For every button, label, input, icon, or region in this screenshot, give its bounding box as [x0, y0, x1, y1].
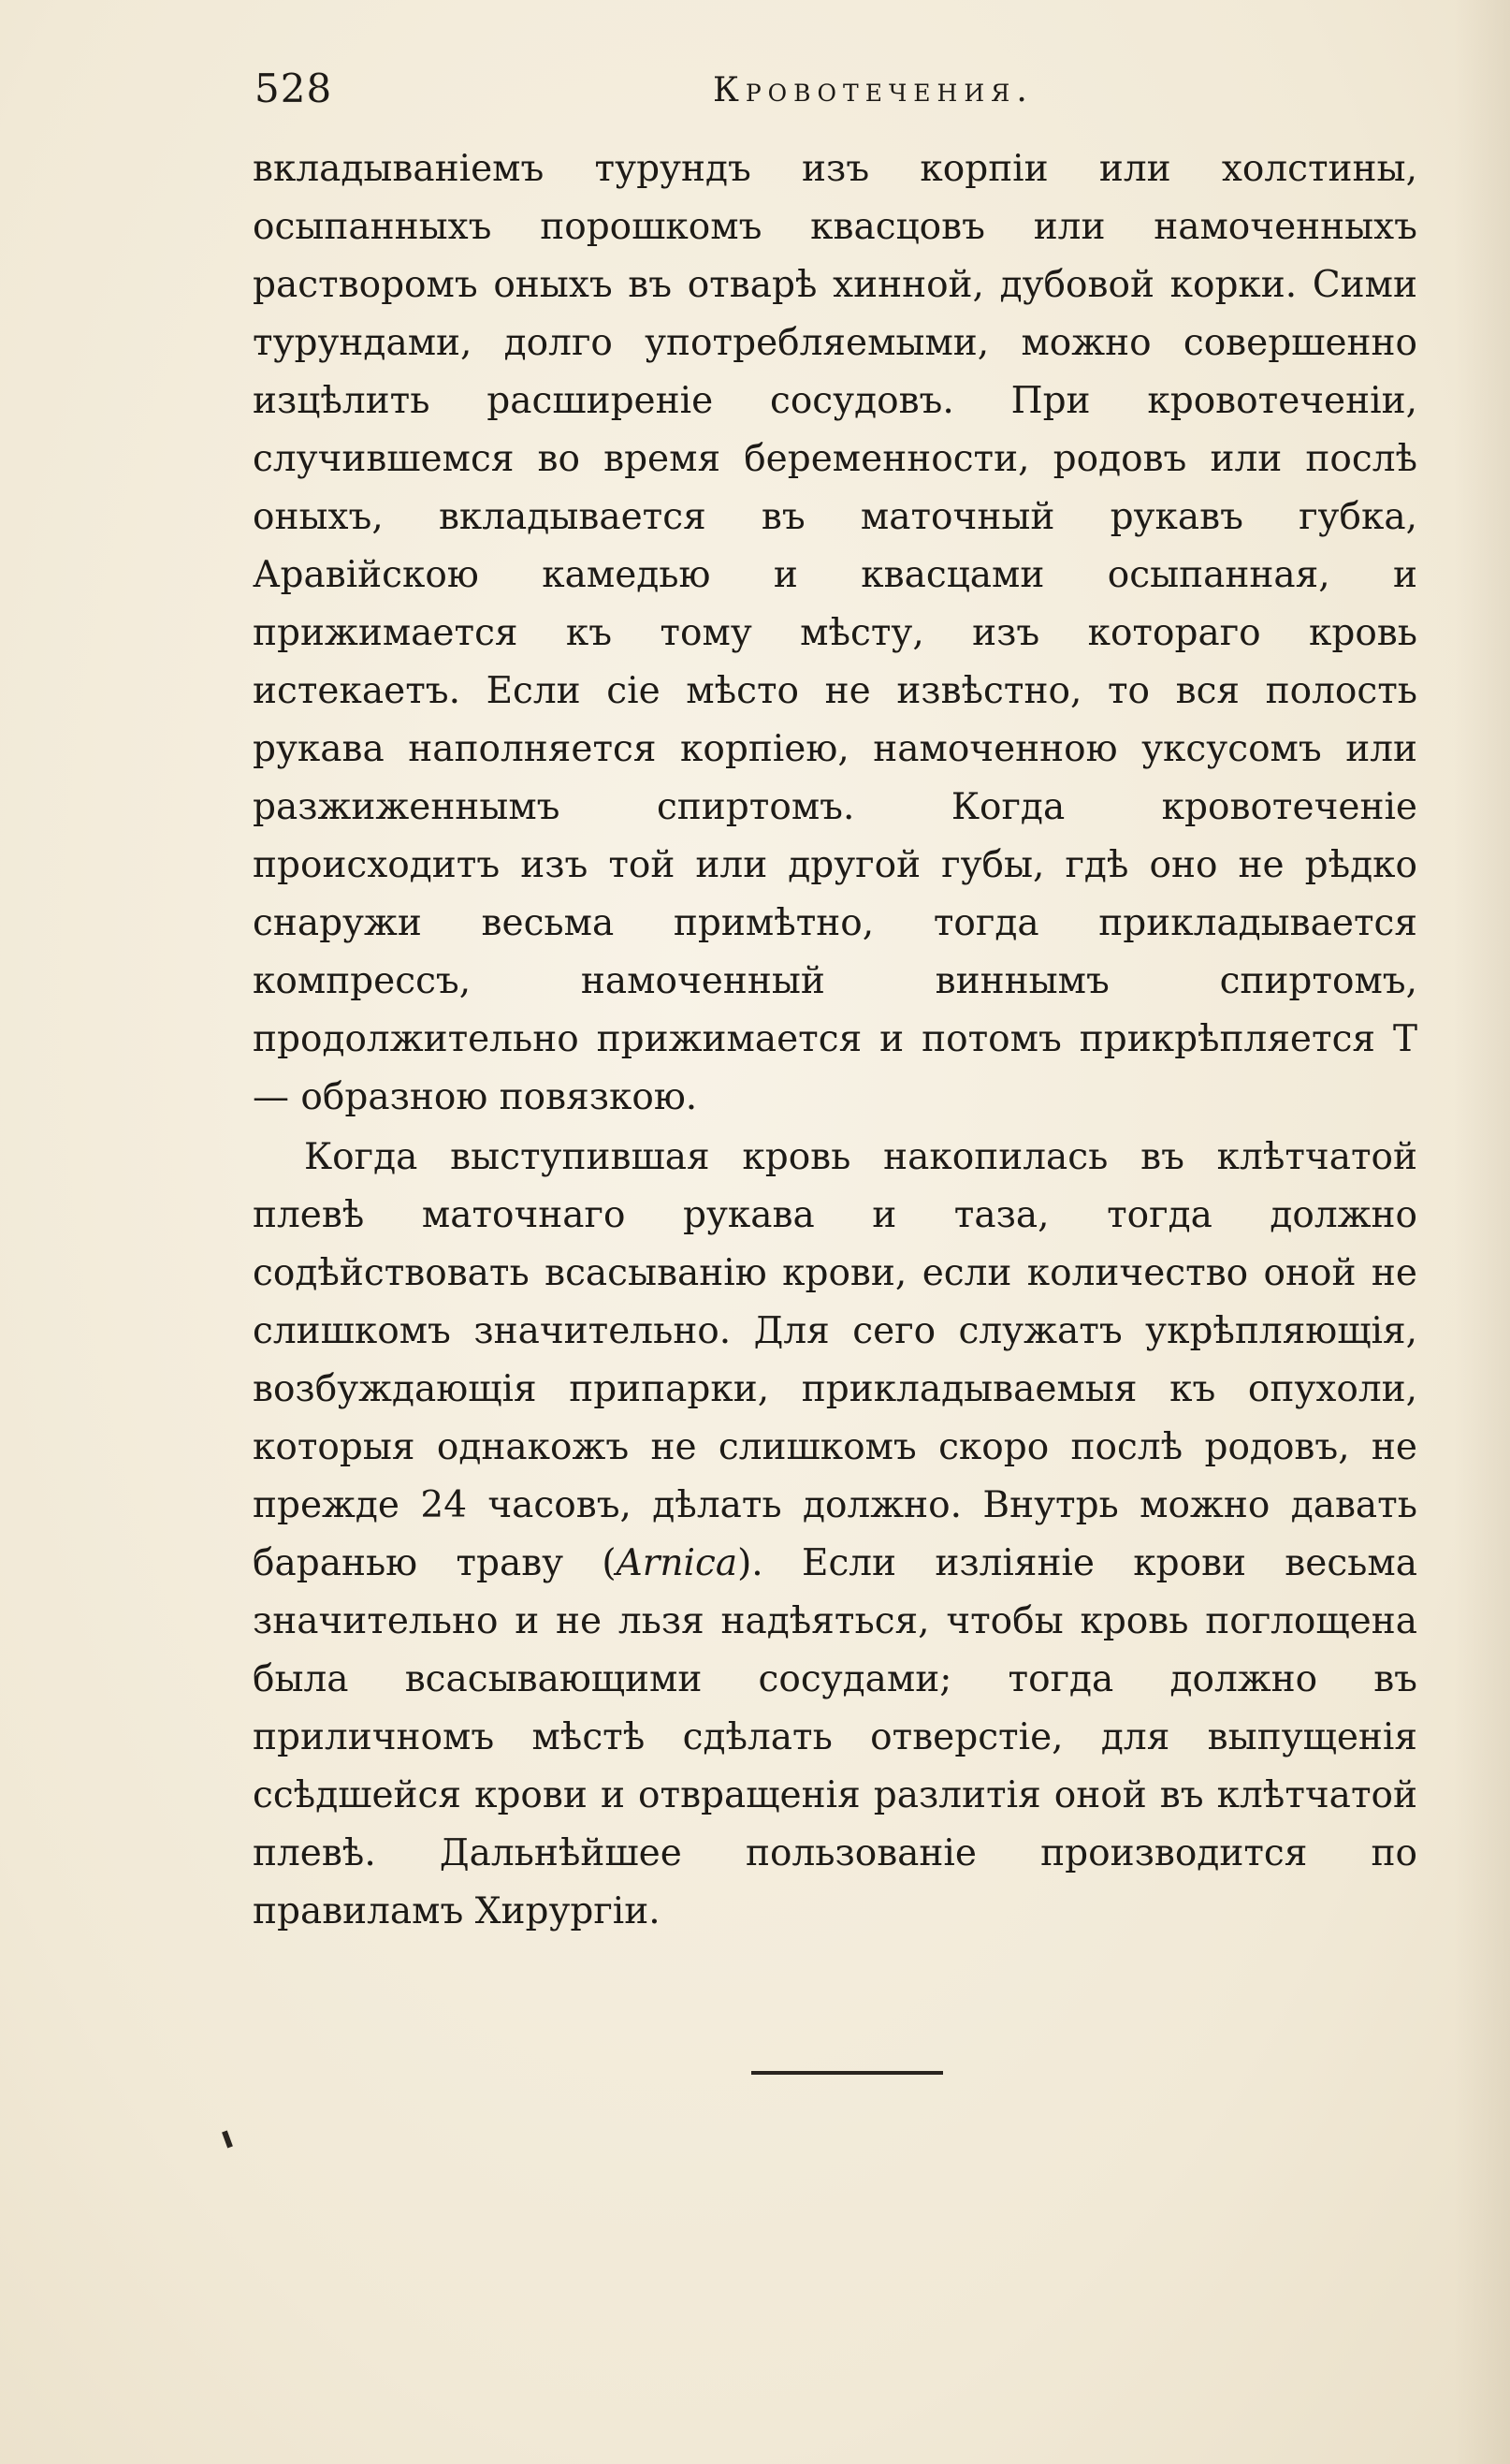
running-title: Кровотечения. — [713, 71, 1034, 109]
paragraph-2-text-b: ). Если изліяніе крови весьма значительно и не льзя надѣяться, чтобы кровь поглощена была всасывающими сосудами; тогда должно въ приличномъ мѣстѣ сдѣлать отверстіе, для выпущенія ссѣдшейся крови и отвращенія разлитія оной въ клѣтчатой плевѣ. Дальнѣйшее пользованіе производится по правиламъ Хирургіи. — [253, 1542, 1417, 1932]
paragraph-2 — [253, 1129, 1417, 1941]
body-text — [253, 140, 1417, 1941]
latin-term: Arnica — [616, 1542, 738, 1584]
ink-speck — [222, 2131, 233, 2149]
paragraph-1: вкладываніемъ турундъ изъ корпіи или холстины, осыпанныхъ порошкомъ квасцовъ или намоченныхъ растворомъ оныхъ въ отварѣ хинной, дубовой корки. Сими турундами, долго употребляемыми, можно совершенно изцѣлить расширеніе сосудовъ. При кровотеченіи, случившемся во время беременности, родовъ или послѣ оныхъ, вкладывается въ маточный рукавъ губка, Аравійскою камедью и квасцами осыпанная, и прижимается къ тому мѣсту, изъ котораго кровь истекаетъ. Если сіе мѣсто не извѣстно, то вся полость рукава наполняется корпіею, намоченною уксусомъ или разжиженнымъ спиртомъ. Когда кровотеченіе происходитъ изъ той или другой губы, гдѣ оно не рѣдко снаружи весьма примѣтно, тогда прикладывается компрессъ, намоченный виннымъ спиртомъ, продолжительно прижимается и потомъ прикрѣпляется Т — образною повязкою. — [253, 148, 1417, 1118]
page-number: 528 — [254, 66, 333, 111]
page-edge-shadow — [1454, 0, 1510, 2464]
paragraph-2-text-a: Когда выступившая кровь накопилась въ клѣтчатой плевѣ маточнаго рукава и таза, тогда должно содѣйствовать всасыванію крови, если количество оной не слишкомъ значительно. Для сего служатъ укрѣпляющія, возбуждающія припарки, прикладываемыя къ опухоли, которыя однакожъ не слишкомъ скоро послѣ родовъ, не прежде 24 часовъ, дѣлать должно. Внутрь можно давать баранью траву ( — [253, 1136, 1417, 1584]
page-header — [254, 66, 1415, 131]
closing-rule — [751, 2071, 943, 2075]
